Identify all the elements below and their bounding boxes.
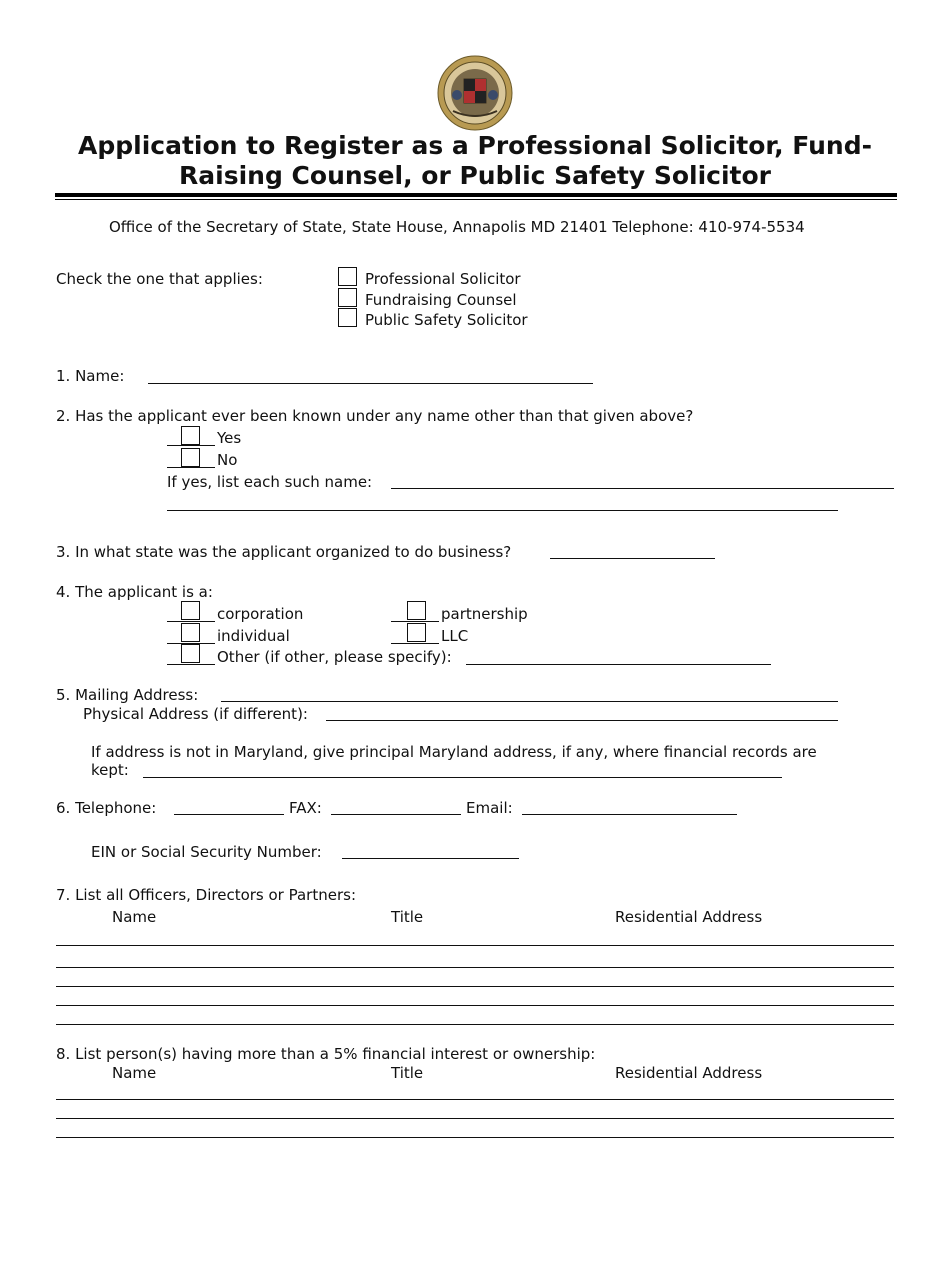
office-address: Office of the Secretary of State, State House, Annapolis MD 21401 Telephone: 410-974-5534	[109, 218, 805, 236]
individual-checkbox[interactable]	[181, 623, 200, 642]
type-prompt: Check the one that applies:	[56, 270, 263, 288]
officers-col-name: Name	[112, 908, 157, 926]
applicant-type-question: 4. The applicant is a:	[56, 583, 213, 601]
ein-label: EIN or Social Security Number:	[91, 843, 322, 861]
professional-solicitor-checkbox[interactable]	[338, 267, 357, 286]
fax-label: FAX:	[289, 799, 322, 817]
public-safety-solicitor-label: Public Safety Solicitor	[365, 311, 528, 329]
mailing-address-label: 5. Mailing Address:	[56, 686, 199, 704]
physical-address-field[interactable]	[326, 720, 838, 721]
other-type-label: Other (if other, please specify):	[217, 648, 452, 666]
professional-solicitor-label: Professional Solicitor	[365, 270, 521, 288]
other-underline	[167, 664, 215, 665]
physical-address-label: Physical Address (if different):	[83, 705, 308, 723]
mailing-address-field[interactable]	[221, 701, 838, 702]
other-names-question: 2. Has the applicant ever been known under any name other than that given above?	[56, 407, 694, 425]
name-label: 1. Name:	[56, 367, 125, 385]
llc-checkbox[interactable]	[407, 623, 426, 642]
no-label: No	[217, 451, 238, 469]
md-address-note-line2: kept:	[91, 761, 129, 779]
owners-question: 8. List person(s) having more than a 5% financial interest or ownership:	[56, 1045, 596, 1063]
corporation-checkbox[interactable]	[181, 601, 200, 620]
fax-field[interactable]	[331, 814, 461, 815]
officers-row-5[interactable]	[56, 1024, 894, 1025]
yes-underline	[167, 445, 215, 446]
corporation-label: corporation	[217, 605, 304, 623]
no-underline	[167, 467, 215, 468]
other-names-list-label: If yes, list each such name:	[167, 473, 373, 491]
telephone-label: 6. Telephone:	[56, 799, 157, 817]
email-label: Email:	[466, 799, 513, 817]
organized-state-field[interactable]	[550, 558, 715, 559]
email-field[interactable]	[522, 814, 737, 815]
other-names-field-2[interactable]	[167, 510, 838, 511]
yes-label: Yes	[217, 429, 242, 447]
state-seal-icon	[437, 55, 513, 131]
officers-row-1[interactable]	[56, 945, 894, 946]
name-field[interactable]	[148, 383, 593, 384]
officers-col-address: Residential Address	[615, 908, 763, 926]
llc-label: LLC	[441, 627, 469, 645]
md-address-field[interactable]	[143, 777, 782, 778]
public-safety-solicitor-checkbox[interactable]	[338, 308, 357, 327]
title-rule-thick	[55, 193, 897, 197]
form-title-line2: Raising Counsel, or Public Safety Solicitor	[179, 161, 771, 190]
telephone-field[interactable]	[174, 814, 284, 815]
owners-row-1[interactable]	[56, 1099, 894, 1100]
organized-state-question: 3. In what state was the applicant organized to do business?	[56, 543, 512, 561]
other-names-yes-checkbox[interactable]	[181, 426, 200, 445]
officers-row-2[interactable]	[56, 967, 894, 968]
md-address-note-line1: If address is not in Maryland, give principal Maryland address, if any, where financial records are	[91, 743, 817, 761]
partnership-checkbox[interactable]	[407, 601, 426, 620]
other-type-field[interactable]	[466, 664, 771, 665]
officers-row-3[interactable]	[56, 986, 894, 987]
officers-row-4[interactable]	[56, 1005, 894, 1006]
fundraising-counsel-checkbox[interactable]	[338, 288, 357, 307]
ein-field[interactable]	[342, 858, 519, 859]
form-title-line1: Application to Register as a Professional Solicitor, Fund-	[77, 131, 872, 160]
owners-col-address: Residential Address	[615, 1064, 763, 1082]
corporation-underline	[167, 621, 215, 622]
partnership-underline	[391, 621, 439, 622]
partnership-label: partnership	[441, 605, 528, 623]
fundraising-counsel-label: Fundraising Counsel	[365, 291, 517, 309]
officers-col-title: Title	[391, 908, 424, 926]
owners-col-name: Name	[112, 1064, 157, 1082]
other-names-no-checkbox[interactable]	[181, 448, 200, 467]
owners-row-3[interactable]	[56, 1137, 894, 1138]
officers-question: 7. List all Officers, Directors or Partners:	[56, 886, 356, 904]
other-type-checkbox[interactable]	[181, 644, 200, 663]
owners-row-2[interactable]	[56, 1118, 894, 1119]
owners-col-title: Title	[391, 1064, 424, 1082]
other-names-field-1[interactable]	[391, 488, 894, 489]
title-rule-thin	[55, 199, 897, 200]
individual-label: individual	[217, 627, 290, 645]
llc-underline	[391, 643, 439, 644]
